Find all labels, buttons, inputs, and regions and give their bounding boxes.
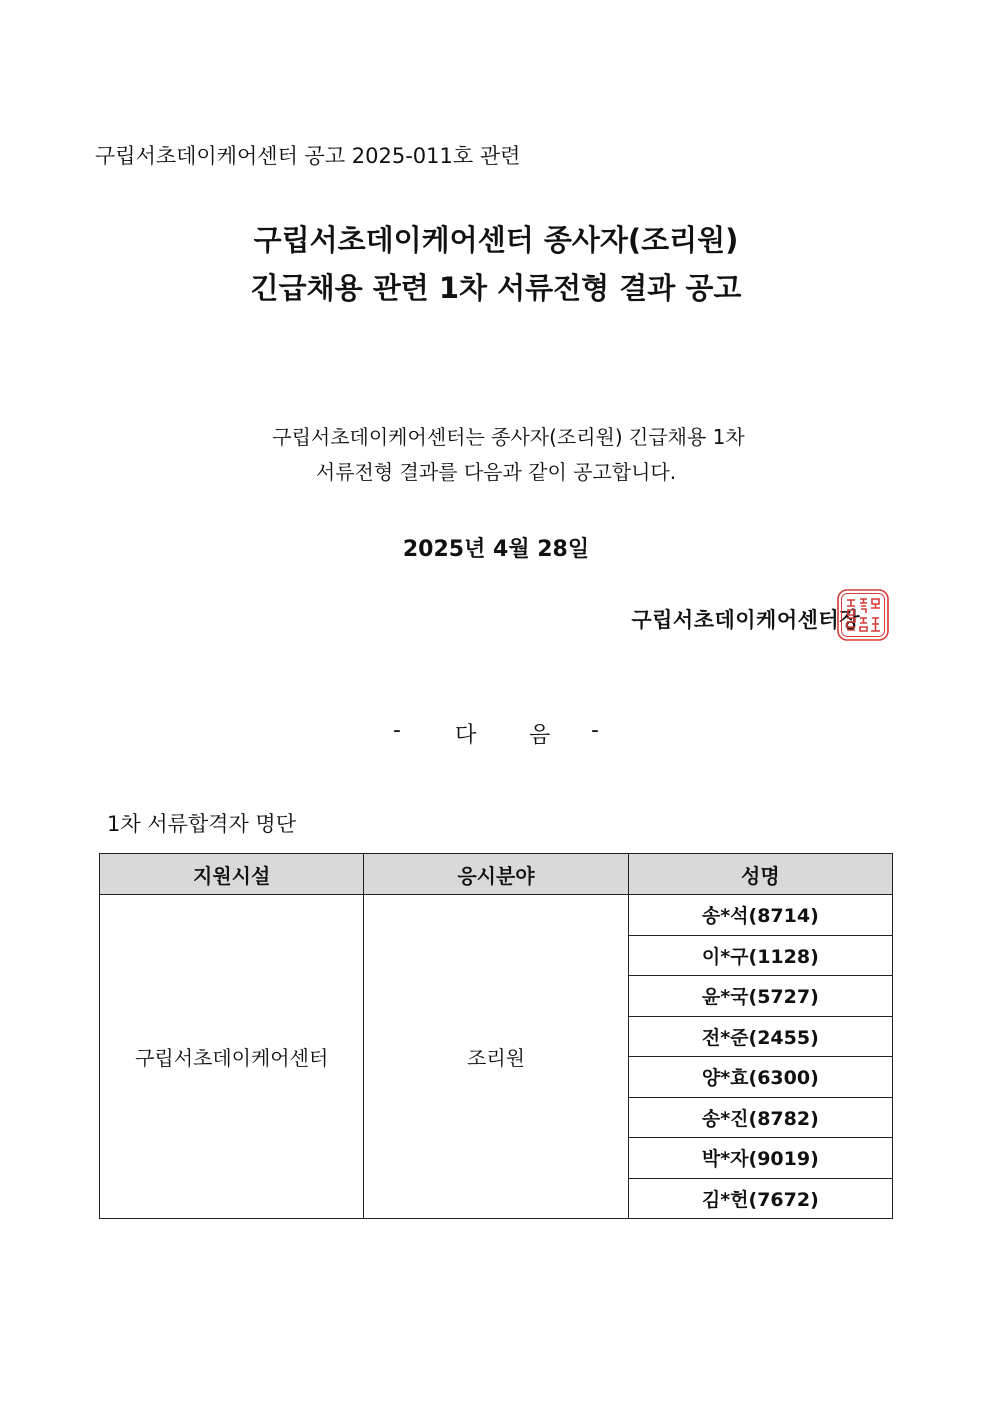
signer-name: 구립서초데이케어센터장 [631, 608, 860, 632]
applicant-name-cell: 윤*국(5727) [628, 976, 892, 1017]
table-header-row [100, 854, 893, 895]
body-text-line-2: 서류전형 결과를 다음과 같이 공고합니다. [315, 460, 677, 484]
separator-word-1: 다 [455, 723, 477, 748]
facility-cell: 구립서초데이케어센터 [100, 895, 364, 1219]
announcement-date: 2025년 4월 28일 [402, 537, 590, 562]
header-facility: 지원시설 [100, 854, 364, 895]
applicant-name-cell: 전*준(2455) [628, 1016, 892, 1057]
official-seal-icon [836, 588, 890, 642]
passers-table [99, 853, 893, 1219]
applicant-name-cell: 송*석(8714) [628, 895, 892, 936]
body-text-line-1: 구립서초데이케어센터는 종사자(조리원) 긴급채용 1차 [272, 425, 745, 449]
applicant-name-cell: 박*자(9019) [628, 1138, 892, 1179]
header-name: 성명 [628, 854, 892, 895]
table-row [100, 895, 893, 936]
separator-dash-right: - [591, 718, 599, 743]
field-cell: 조리원 [364, 895, 628, 1219]
applicant-name-cell: 이*구(1128) [628, 935, 892, 976]
separator-word-2: 음 [529, 723, 551, 748]
applicant-name-cell: 김*헌(7672) [628, 1178, 892, 1219]
page-title-line-2: 긴급채용 관련 1차 서류전형 결과 공고 [250, 271, 742, 305]
header-field: 응시분야 [364, 854, 628, 895]
separator-dash-left: - [393, 718, 401, 743]
applicant-name-cell: 양*효(6300) [628, 1057, 892, 1098]
notice-reference: 구립서초데이케어센터 공고 2025-011호 관련 [95, 144, 521, 168]
applicant-name-cell: 송*진(8782) [628, 1097, 892, 1138]
page-title-line-1: 구립서초데이케어센터 종사자(조리원) [253, 223, 739, 257]
passers-list-title: 1차 서류합격자 명단 [107, 812, 296, 836]
